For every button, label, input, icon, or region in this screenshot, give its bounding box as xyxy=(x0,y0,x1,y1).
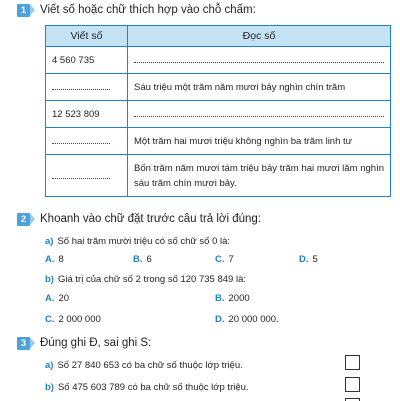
option-value: 20 xyxy=(58,293,70,304)
cell-reading xyxy=(128,128,391,155)
question-2b xyxy=(45,274,246,285)
option-c[interactable] xyxy=(45,314,101,325)
question-2a xyxy=(45,236,230,247)
statement-text: Số 27 840 653 có ba chữ số thuộc lớp triệu. xyxy=(57,360,243,371)
option-value: 7 xyxy=(228,254,234,265)
cell-reading xyxy=(128,74,391,101)
answer-checkbox[interactable] xyxy=(345,355,360,370)
statement-text: Số 475 603 789 có ba chữ số thuộc lớp triệu. xyxy=(57,382,249,393)
option-b[interactable] xyxy=(215,293,250,304)
answer-blank[interactable] xyxy=(134,108,384,117)
question-number-badge: 2 xyxy=(17,213,30,226)
question-number-badge: 3 xyxy=(17,337,30,350)
answer-checkbox[interactable] xyxy=(345,377,360,392)
cell-number-blank[interactable] xyxy=(46,155,128,197)
answer-blank[interactable] xyxy=(52,81,110,90)
option-letter[interactable]: B. xyxy=(215,293,225,304)
option-c[interactable] xyxy=(215,254,234,265)
number-reading-table xyxy=(45,25,391,197)
answer-blank[interactable] xyxy=(134,54,384,63)
option-value: 20 000 000. xyxy=(228,314,279,325)
option-letter[interactable]: A. xyxy=(45,254,55,265)
cell-reading xyxy=(128,155,391,197)
reading-text: Một trăm hai mươi triệu không nghìn ba trăm linh tư xyxy=(134,135,353,147)
option-value: 6 xyxy=(146,254,152,265)
answer-blank[interactable] xyxy=(52,135,110,144)
option-letter[interactable]: C. xyxy=(45,314,55,325)
option-letter[interactable]: C. xyxy=(215,254,225,265)
option-letter[interactable]: D. xyxy=(215,314,225,325)
cell-number-blank[interactable] xyxy=(46,74,128,101)
cell-number xyxy=(46,47,128,74)
statement-b xyxy=(45,382,249,393)
answer-blank[interactable] xyxy=(52,170,110,179)
option-letter[interactable]: B. xyxy=(133,254,143,265)
table-row xyxy=(46,47,391,74)
statement-label: a) xyxy=(45,360,54,371)
table-row xyxy=(46,101,391,128)
option-d[interactable] xyxy=(215,314,279,325)
column-header-write: Viết số xyxy=(46,26,128,47)
table-row xyxy=(46,74,391,101)
question-2-header xyxy=(8,212,394,226)
question-2 xyxy=(8,212,394,226)
option-letter[interactable]: D. xyxy=(299,254,309,265)
question-instruction: Khoanh vào chữ đặt trước câu trả lời đúng: xyxy=(40,213,261,225)
cell-number xyxy=(46,101,128,128)
number-value: 4 560 735 xyxy=(52,54,95,66)
option-value: 2 000 000 xyxy=(58,314,101,325)
question-3-header xyxy=(8,336,394,350)
statement-label: b) xyxy=(45,382,54,393)
question-3 xyxy=(8,336,394,350)
question-1-header xyxy=(8,3,394,17)
option-value: 5 xyxy=(312,254,318,265)
option-d[interactable] xyxy=(299,254,318,265)
cell-reading-blank[interactable] xyxy=(128,101,391,128)
table-row xyxy=(46,155,391,197)
option-letter[interactable]: A. xyxy=(45,293,55,304)
statement-a xyxy=(45,360,243,371)
option-a[interactable] xyxy=(45,293,69,304)
sub-question-text: Số hai trăm mười triệu có số chữ số 0 là: xyxy=(57,236,231,247)
column-header-read: Đọc số xyxy=(128,26,391,47)
cell-number-blank[interactable] xyxy=(46,128,128,155)
cell-reading-blank[interactable] xyxy=(128,47,391,74)
option-b[interactable] xyxy=(133,254,152,265)
question-number-badge: 1 xyxy=(17,4,30,17)
option-value: 2000 xyxy=(228,293,250,304)
sub-question-label: b) xyxy=(45,274,54,285)
question-1 xyxy=(8,3,394,17)
option-a[interactable] xyxy=(45,254,64,265)
question-instruction: Viết số hoặc chữ thích hợp vào chỗ chấm: xyxy=(40,4,256,16)
number-value: 12 523 809 xyxy=(52,108,100,120)
reading-text: Sáu triệu một trăm năm mươi bảy nghìn chín trăm xyxy=(134,81,346,93)
sub-question-text: Giá trị của chữ số 2 trong số 120 735 849 là: xyxy=(57,274,246,285)
table-row xyxy=(46,128,391,155)
option-value: 8 xyxy=(58,254,64,265)
reading-text: Bốn trăm năm mươi tám triệu bảy trăm hai mươi lăm nghìn sáu trăm chín mươi bảy. xyxy=(134,162,384,189)
sub-question-label: a) xyxy=(45,236,54,247)
question-instruction: Đúng ghi Đ, sai ghi S: xyxy=(40,337,152,349)
